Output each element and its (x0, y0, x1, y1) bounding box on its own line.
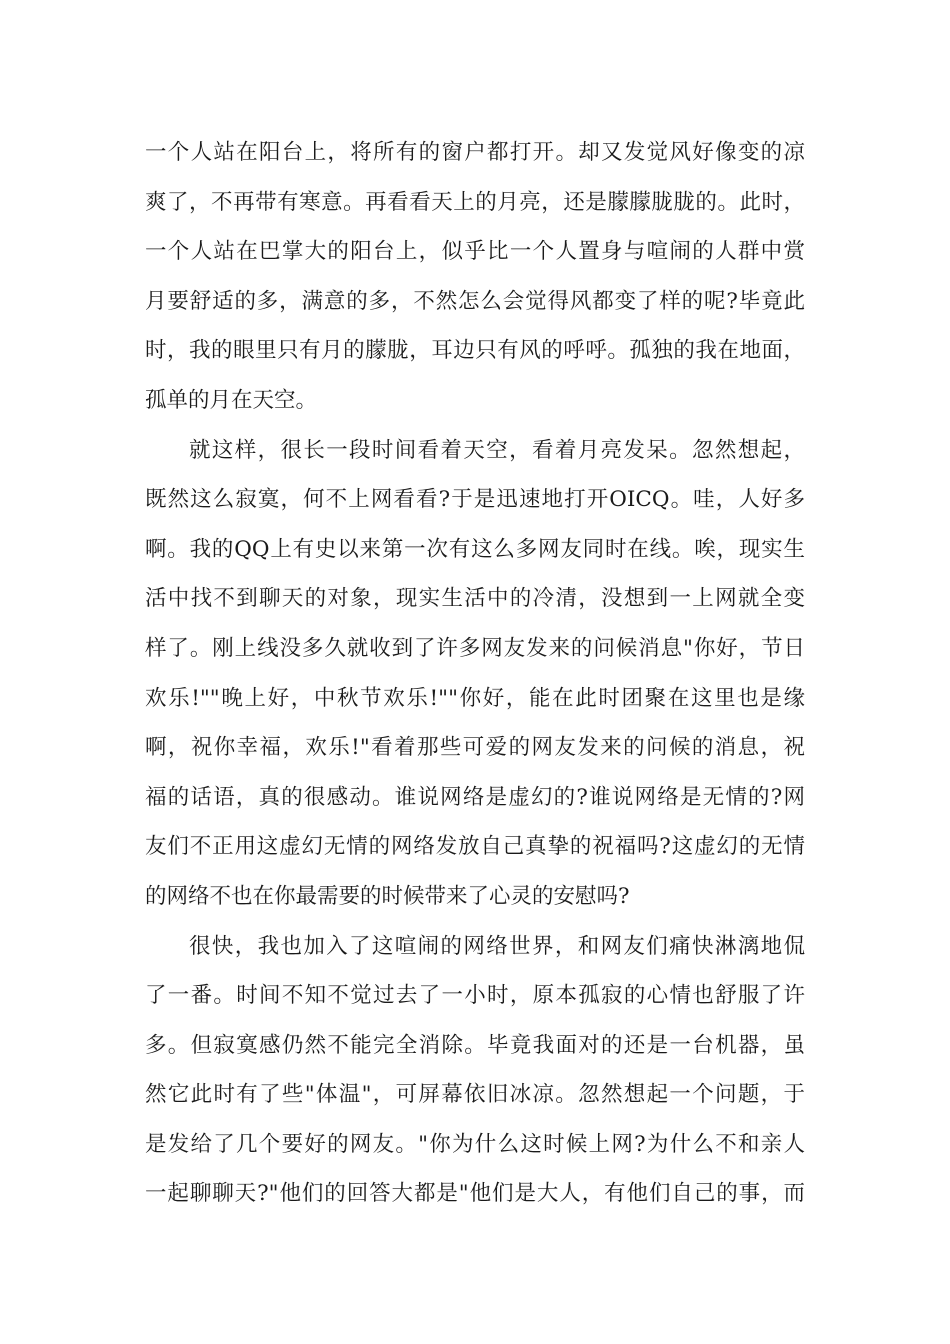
text-line: 月要舒适的多，满意的多，不然怎么会觉得风都变了样的呢?毕竟此 (145, 288, 805, 314)
text-line: 一个人站在巴掌大的阳台上，似乎比一个人置身与喧闹的人群中赏 (145, 239, 805, 265)
text-line: 爽了，不再带有寒意。再看看天上的月亮，还是朦朦胧胧的。此时， (145, 189, 805, 215)
text-line: 就这样，很长一段时间看着天空，看着月亮发呆。忽然想起， (189, 437, 805, 463)
text-line: 啊。我的QQ上有史以来第一次有这么多网友同时在线。唉，现实生 (145, 536, 805, 562)
text-line: 时，我的眼里只有月的朦胧，耳边只有风的呼呼。孤独的我在地面， (145, 338, 805, 364)
document-page (145, 128, 805, 1219)
text-line: 欢乐!""晚上好，中秋节欢乐!""你好，能在此时团聚在这里也是缘 (145, 685, 805, 711)
text-line: 很快，我也加入了这喧闹的网络世界，和网友们痛快淋漓地侃 (189, 933, 805, 959)
text-line: 然它此时有了些"体温"，可屏幕依旧冰凉。忽然想起一个问题，于 (145, 1082, 805, 1108)
text-line: 了一番。时间不知不觉过去了一小时，原本孤寂的心情也舒服了许 (145, 983, 805, 1009)
text-line: 一个人站在阳台上，将所有的窗户都打开。却又发觉风好像变的凉 (145, 140, 805, 165)
text-line: 福的话语，真的很感动。谁说网络是虚幻的?谁说网络是无情的?网 (145, 784, 805, 810)
text-line: 的网络不也在你最需要的时候带来了心灵的安慰吗? (145, 883, 630, 909)
text-line: 多。但寂寞感仍然不能完全消除。毕竟我面对的还是一台机器，虽 (145, 1032, 805, 1058)
text-line: 一起聊聊天?"他们的回答大都是"他们是大人，有他们自己的事，而 (145, 1181, 805, 1207)
text-line: 样了。刚上线没多久就收到了许多网友发来的问候消息"你好，节日 (145, 635, 805, 661)
text-line: 是发给了几个要好的网友。"你为什么这时候上网?为什么不和亲人 (145, 1131, 805, 1157)
paragraph-2 (145, 426, 805, 922)
text-line: 友们不正用这虚幻无情的网络发放自己真挚的祝福吗?这虚幻的无情 (145, 834, 805, 860)
text-line: 啊，祝你幸福，欢乐!"看着那些可爱的网友发来的问候的消息，祝 (145, 735, 805, 761)
paragraph-3 (145, 922, 805, 1220)
text-line: 既然这么寂寞，何不上网看看?于是迅速地打开OICQ。哇，人好多 (145, 487, 805, 513)
text-line: 孤单的月在天空。 (145, 387, 318, 413)
text-line: 活中找不到聊天的对象，现实生活中的冷清，没想到一上网就全变 (145, 586, 805, 612)
paragraph-1 (145, 128, 805, 426)
